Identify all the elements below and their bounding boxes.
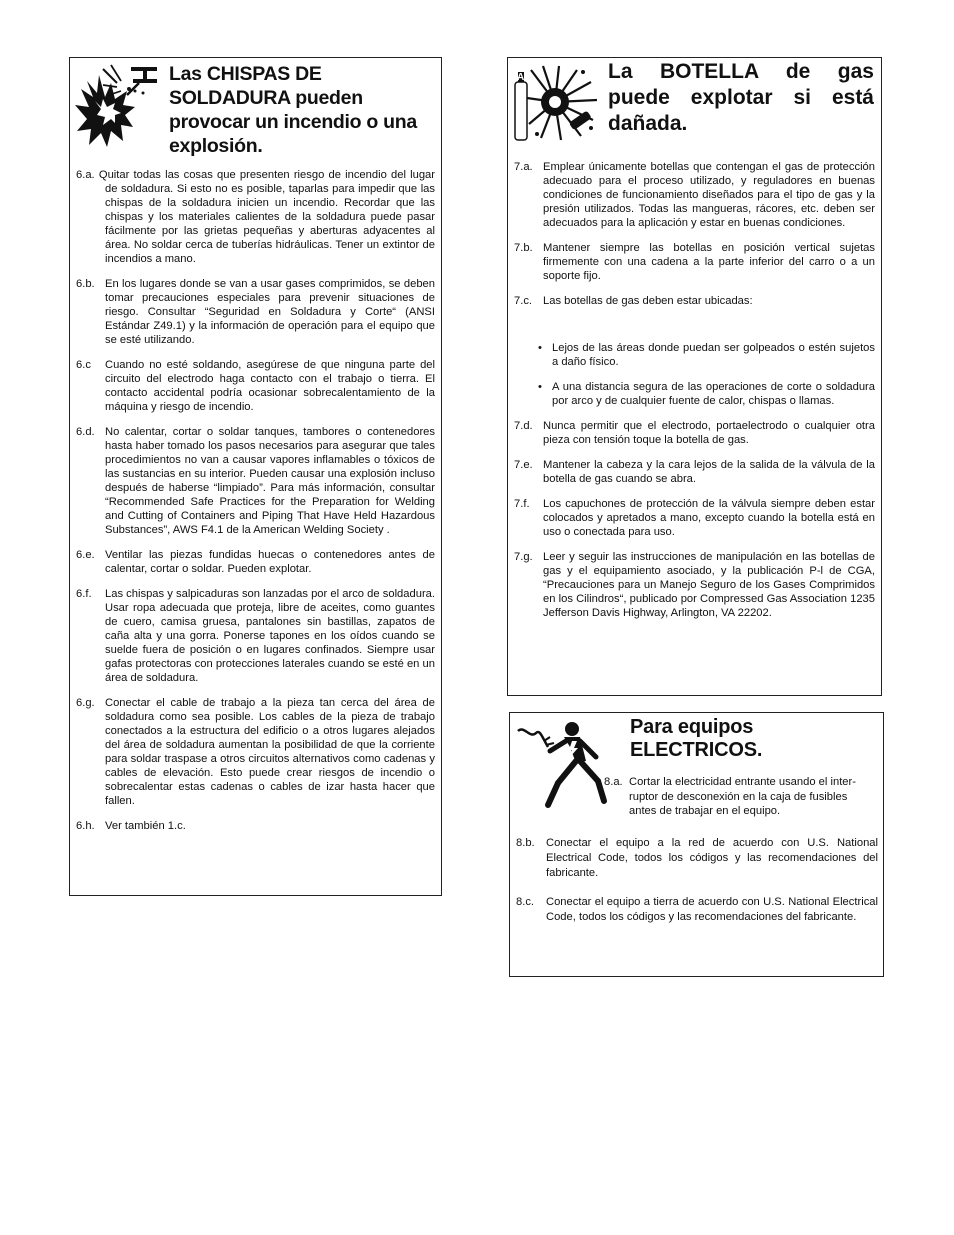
- item-text: Cortar la electricidad entrante usando el inter-ruptor de desconexión en la caja de fusibles antes de trabajar en el equipo.: [629, 776, 856, 817]
- item-text: Leer y seguir las instrucciones de manipulación en las botellas de gas y el equipamiento asociado, y la publicación P-l de CGA, “Precauciones para un Manejo Seguro de los Gases Comprimidos en los Cilindros“, publicado por Compressed Gas Association 1235 Jefferson Davis Highway, Arlington, VA 22202.: [543, 551, 875, 619]
- item-text: Conectar el cable de trabajo a la pieza tan cerca del área de soldadura como sea posible. Los cables de la pieza de trabajo conectados a la estructura del edificio o a otros lugares alejados del área de soldadura aumentan la posibilidad de que la corriente para soldar traspase a otros circuitos alternativos como cadenas y cables de elevación. Esto puede crear riesgos de incendio o sobrecalentar estas cadenas o cables de izar hasta hacer que fallen.: [105, 697, 435, 807]
- list-item: [76, 358, 435, 414]
- item-number: 6.b.: [76, 278, 95, 290]
- item-number: 7.c.: [514, 295, 533, 307]
- electrical-warning-list: [516, 836, 878, 939]
- item-number: 8.b.: [516, 837, 535, 849]
- item-number: 6.e.: [76, 549, 95, 561]
- electrical-warning-title: [630, 716, 870, 762]
- item-number: 6.g.: [76, 697, 95, 709]
- item-number: 6.f.: [76, 588, 92, 600]
- item-text: Conectar el equipo a la red de acuerdo con U.S. National Electrical Code, todos los códigos y las recomendaciones del fabricante.: [546, 837, 878, 879]
- item-number: 6.h.: [76, 820, 95, 832]
- list-item: [514, 294, 875, 308]
- item-number: 7.e.: [514, 459, 533, 471]
- item-text: Los capuchones de protección de la válvula siempre deben estar colocados y apretados a mano, excepto cuando la botella está en uso o conectada para uso.: [543, 498, 875, 538]
- list-item: [516, 895, 878, 925]
- item-text: No calentar, cortar o soldar tanques, tambores o contenedores hasta haber tomado los pasos necesarios para asegurar que tales procedimientos no van a causar vapores inflamables o tóxicos de las sustancias en su interior. Pueden causar una explosión incluso después de haberse “limpiado”. Para más información, consultar “Recommended Safe Practices for the Preparation for Welding and Cutting of Containers and Piping That Have Held Hazardous Substances”, AWS F4.1 de la American Welding Society .: [105, 426, 435, 536]
- list-item: [516, 836, 878, 881]
- list-item: [514, 550, 875, 620]
- gas-cylinder-warning-box: [507, 57, 882, 696]
- item-text: Emplear únicamente botellas que contengan el gas de protección adecuado para el proceso utilizado, y reguladores en buenas condiciones de funcionamiento diseñados para el tipo de gas y la presión utilizados. Todas las mangueras, rácores, etc. deben ser adecuados para la aplicación y estar en buenas condiciones.: [543, 161, 875, 229]
- list-item: [514, 419, 875, 447]
- svg-text:A: A: [517, 72, 525, 83]
- list-item: [514, 241, 875, 283]
- electric-shock-icon: [514, 717, 614, 809]
- list-item: [76, 548, 435, 576]
- list-item: [76, 277, 435, 347]
- item-text: Conectar el equipo a tierra de acuerdo con U.S. National Electrical Code, todos los códigos y las recomendaciones del fabricante.: [546, 896, 878, 923]
- title-line: ELECTRICOS.: [630, 739, 763, 761]
- item-text: Ventilar las piezas fundidas huecas o contenedores antes de calentar, cortar o soldar. Pueden explotar.: [105, 549, 435, 575]
- list-item: [76, 425, 435, 537]
- title-line: puede explotar si está: [608, 86, 874, 109]
- item-number: 8.a.: [604, 776, 623, 788]
- list-item: [76, 587, 435, 685]
- item-text: Nunca permitir que el electrodo, portaelectrodo o cualquier otra pieza con tensión toque la botella de gas.: [543, 420, 875, 446]
- item-text: Las botellas de gas deben estar ubicadas:: [543, 295, 753, 307]
- item-text: Cuando no esté soldando, asegúrese de que ninguna parte del circuito del electrodo haga contacto con el trabajo o tierra. El contacto accidental podría ocasionar sobrecalentamiento de la máquina y riesgo de incendio.: [105, 359, 435, 413]
- item-text: Ver también 1.c.: [105, 820, 186, 832]
- bullet-item: • Lejos de las áreas donde puedan ser golpeados o estén sujetos a daño físico.: [514, 341, 875, 369]
- item-number: 6.c: [76, 359, 91, 371]
- gas-cylinder-warning-list: [514, 160, 875, 631]
- fire-warning-box: [69, 57, 442, 896]
- item-text: Quitar todas las cosas que presenten riesgo de incendio del lugar de soldadura. Si esto no es posible, taparlas para impedir que las chispas de la soldadura inicien un incendio. Recordar que las chispas y los materiales calientes de la soldadura puede pasar fácilmente por las grietas pequeñas y aberturas adyacentes al área. No soldar cerca de tuberías hidráulicas. Tener un extintor de incendios a mano.: [98, 169, 436, 265]
- item-text: Mantener siempre las botellas en posición vertical sujetas firmemente con una cadena a la parte inferior del carro o a un soporte fijo.: [543, 242, 875, 282]
- item-text: Mantener la cabeza y la cara lejos de la salida de la válvula de la botella de gas cuando se abra.: [543, 459, 875, 485]
- item-number: 7.a.: [514, 161, 533, 173]
- electrical-warning-box: [509, 712, 884, 977]
- list-item: [76, 696, 435, 808]
- bullet-group: [514, 319, 875, 408]
- list-item: [514, 160, 875, 230]
- list-item: [514, 458, 875, 486]
- title-line: Para equipos: [630, 716, 754, 738]
- title-line: dañada.: [608, 112, 688, 135]
- item-number: 7.g.: [514, 551, 533, 563]
- item-number: 7.f.: [514, 498, 530, 510]
- item-text: En los lugares donde se van a usar gases comprimidos, se deben tomar precauciones especiales para prevenir situaciones de riesgo. Consultar “Seguridad en Soldadura y Corte“ (ANSI Estándar Z49.1) y la información de operación para el equipo que se esté utilizando.: [105, 278, 435, 346]
- fire-warning-title: Las CHISPAS DE SOLDADURA pueden provocar un incendio o una explosión.: [169, 63, 417, 157]
- item-number: 6.a.: [76, 169, 95, 181]
- item-text: Las chispas y salpicaduras son lanzadas por el arco de soldadura. Usar ropa adecuada que proteja, libre de aceites, como guantes de cuero, camisa gruesa, pantalones sin bastillas, zapatos de caña alta y una gorra. Ponerse tapones en los oídos cuando se suelde fuera de posición o en lugares confinados. Siempre usar gafas protectoras con protecciones laterales cuando se esté en un área de soldadura.: [105, 588, 435, 684]
- item-number: 6.d.: [76, 426, 95, 438]
- title-line: La BOTELLA de gas: [608, 60, 874, 83]
- gas-cylinder-warning-title: [608, 59, 874, 137]
- bullet-item: • A una distancia segura de las operaciones de corte o soldadura por arco y de cualquier fuente de calor, chispas o llamas.: [514, 380, 875, 408]
- list-item: [76, 819, 435, 833]
- item-number: 8.c.: [516, 896, 535, 908]
- lead-item: [604, 775, 876, 819]
- list-item: [76, 168, 435, 266]
- gas-cylinder-explosion-icon: [511, 64, 599, 142]
- item-number: 7.d.: [514, 420, 533, 432]
- list-item: [514, 497, 875, 539]
- fire-explosion-icon: [73, 61, 165, 149]
- item-number: 7.b.: [514, 242, 533, 254]
- fire-warning-list: [76, 168, 435, 844]
